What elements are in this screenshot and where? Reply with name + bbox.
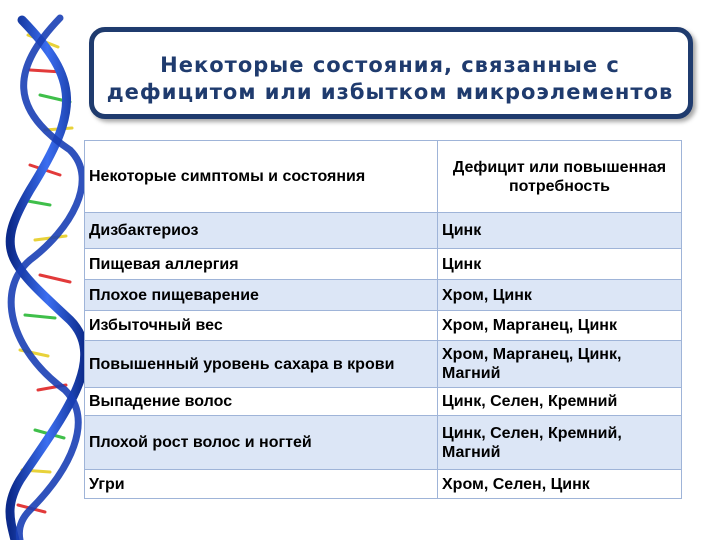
elements-cell: Цинк <box>438 249 682 280</box>
condition-cell: Дизбактериоз <box>85 213 438 249</box>
header-conditions: Некоторые симптомы и состояния <box>85 141 438 213</box>
elements-cell: Цинк, Селен, Кремний <box>438 388 682 416</box>
table-row <box>85 311 682 341</box>
elements-cell: Цинк <box>438 213 682 249</box>
table-header-row <box>85 141 682 213</box>
condition-cell: Повышенный уровень сахара в крови <box>85 341 438 388</box>
elements-cell: Цинк, Селен, Кремний, Магний <box>438 416 682 470</box>
table-row <box>85 416 682 470</box>
condition-cell: Плохой рост волос и ногтей <box>85 416 438 470</box>
dna-helix-image <box>0 0 90 540</box>
header-deficiency: Дефицит или повышенная потребность <box>438 141 682 213</box>
condition-cell: Избыточный вес <box>85 311 438 341</box>
microelements-table <box>84 140 682 499</box>
condition-cell: Выпадение волос <box>85 388 438 416</box>
table-row <box>85 341 682 388</box>
elements-cell: Хром, Селен, Цинк <box>438 470 682 499</box>
table-row <box>85 213 682 249</box>
elements-cell: Хром, Цинк <box>438 280 682 311</box>
condition-cell: Пищевая аллергия <box>85 249 438 280</box>
condition-cell: Плохое пищеварение <box>85 280 438 311</box>
table-row <box>85 388 682 416</box>
table-row <box>85 249 682 280</box>
table-row <box>85 470 682 499</box>
table-row <box>85 280 682 311</box>
elements-cell: Хром, Марганец, Цинк <box>438 311 682 341</box>
condition-cell: Угри <box>85 470 438 499</box>
slide-title: Некоторые состояния, связанные с дефицитом или избытком микроэлементов <box>106 53 674 104</box>
elements-cell: Хром, Марганец, Цинк, Магний <box>438 341 682 388</box>
